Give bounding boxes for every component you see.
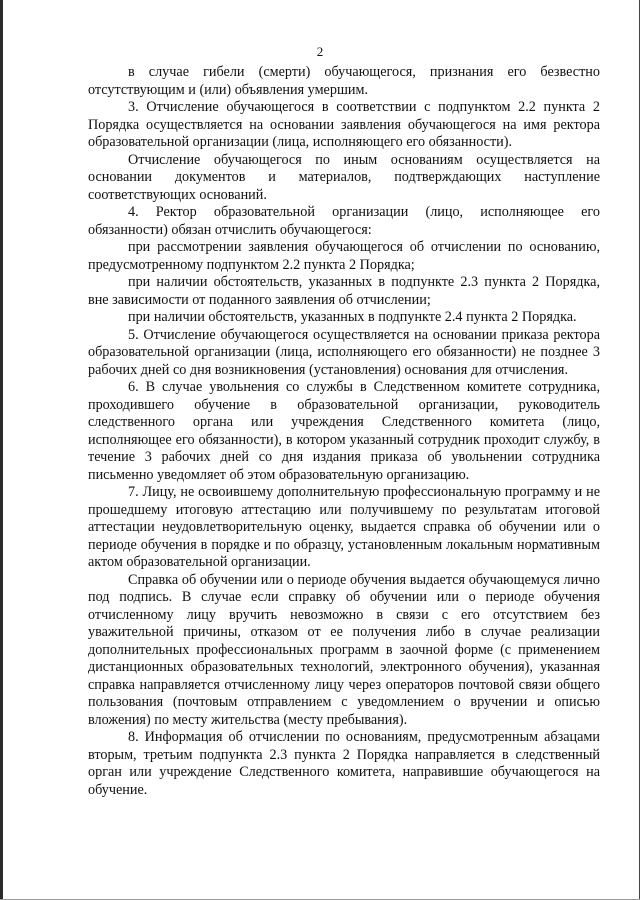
paragraph-death-clause: в случае гибели (смерти) обучающегося, признания его безвестно отсутствующим и (или) объявления умершим. bbox=[88, 64, 600, 98]
paragraph-item-4-case-1: при рассмотрении заявления обучающегося об отчислении по основанию, предусмотренному подпунктом 2.2 пункта 2 Порядка; bbox=[88, 239, 600, 273]
paragraph-item-8: 8. Информация об отчислении по основаниям, предусмотренным абзацами вторым, третьим подпункта 2.3 пункта 2 Порядка направляется в следственный орган или учреждение Следственного комитета, направившие обучающегося на обучение. bbox=[88, 729, 600, 798]
paragraph-other-grounds: Отчисление обучающегося по иным основаниям осуществляется на основании документов и материалов, подтверждающих наступление соответствующих оснований. bbox=[88, 151, 600, 203]
page-number: 2 bbox=[316, 44, 324, 59]
paragraph-item-3: 3. Отчисление обучающегося в соответствии с подпунктом 2.2 пункта 2 Порядка осуществляется на основании заявления обучающегося на имя ректора образовательной организации (лица, исполняющего его обязанности). bbox=[88, 99, 600, 150]
paragraph-item-4: 4. Ректор образовательной организации (лицо, исполняющее его обязанности) обязан отчислить обучающегося: bbox=[88, 204, 600, 238]
paragraph-item-6: 6. В случае увольнения со службы в Следственном комитете сотрудника, проходившего обучение в образовательной организации, руководитель следственного органа или учреждения Следственного комитета (лицо, исполняющее его обязанности), в котором указанный сотрудник проходит службу, в течение 3 рабочих дней со дня издания приказа об увольнении сотрудника письменно уведомляет об этом образовательную организацию. bbox=[88, 379, 600, 483]
paragraph-item-4-case-3: при наличии обстоятельств, указанных в подпункте 2.4 пункта 2 Порядка. bbox=[128, 309, 577, 325]
paragraph-item-5: 5. Отчисление обучающегося осуществляется на основании приказа ректора образовательной организации (лица, исполняющего его обязанности) не позднее 3 рабочих дней со дня возникновения (установления) основания для отчисления. bbox=[88, 326, 600, 378]
paragraph-item-7: 7. Лицу, не освоившему дополнительную профессиональную программу и не прошедшему итоговую аттестацию или получившему по результатам итоговой аттестации неудовлетворительную оценку, выдается справка об обучении или о периоде обучения в порядке и по образцу, установленным локальным нормативным актом образовательной организации. bbox=[88, 484, 600, 570]
paragraph-item-4-case-2: при наличии обстоятельств, указанных в подпункте 2.3 пункта 2 Порядка, вне зависимости от поданного заявления об отчислении; bbox=[88, 274, 600, 308]
scan-left-edge bbox=[0, 0, 3, 900]
document-body bbox=[88, 64, 600, 799]
paragraph-certificate: Справка об обучении или о периоде обучения выдается обучающемуся лично под подпись. В случае если справку об обучении или о периоде обучения отчисленному лицу вручить невозможно в связи с его отсутствием без уважительной причины, отказом от ее получения либо в случае реализации дополнительных профессиональных программ в заочной форме (с применением дистанционных образовательных технологий, электронного обучения), указанная справка направляется отчисленному лицу через операторов почтовой связи общего пользования (почтовым отправлением с уведомлением о вручении и описью вложения) по месту жительства (месту пребывания). bbox=[88, 571, 600, 728]
